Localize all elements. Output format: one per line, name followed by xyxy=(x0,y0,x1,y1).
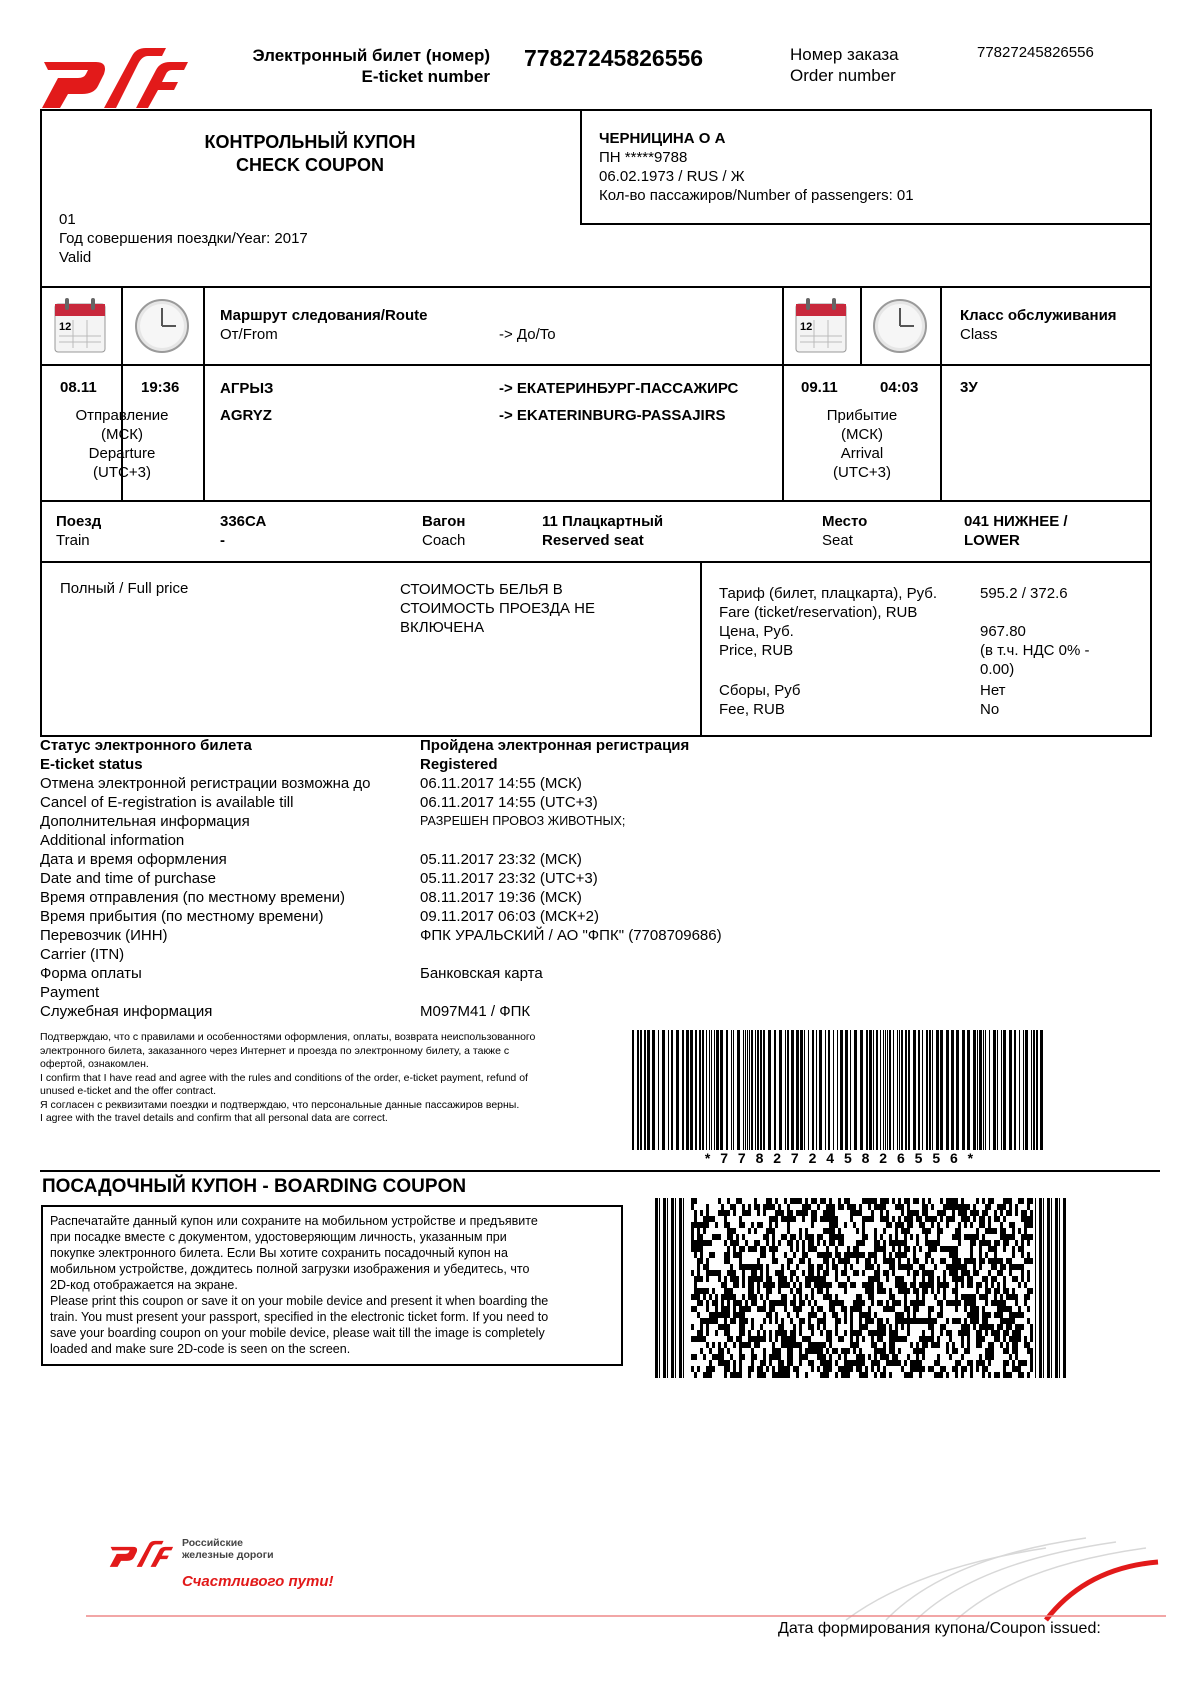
seat-value-1: 041 НИЖНЕЕ / xyxy=(964,513,1068,530)
vat-line-1: (в т.ч. НДС 0% - xyxy=(980,642,1090,659)
detail-row xyxy=(40,793,760,812)
detail-row xyxy=(40,983,760,1002)
detail-value: 06.11.2017 14:55 (UTC+3) xyxy=(420,794,598,811)
barcode xyxy=(632,1030,1047,1152)
from-station-en: AGRYZ xyxy=(220,407,272,424)
from-label: От/From xyxy=(220,326,278,343)
detail-row xyxy=(40,812,760,831)
from-station-ru: АГРЫЗ xyxy=(220,380,274,397)
coupon-issued: Дата формирования купона/Coupon issued: xyxy=(778,1620,1101,1637)
class-value: 3У xyxy=(960,379,978,396)
passenger-document: ПН *****9788 xyxy=(599,149,688,166)
coach-label-ru: Вагон xyxy=(422,513,466,530)
detail-value: М097М41 / ФПК xyxy=(420,1003,531,1020)
vat-line-2: 0.00) xyxy=(980,661,1015,678)
detail-row xyxy=(40,831,760,850)
linen-note: СТОИМОСТЬ БЕЛЬЯ В СТОИМОСТЬ ПРОЕЗДА НЕ ВКЛЮЧЕНА xyxy=(400,581,595,636)
to-station-en: -> EKATERINBURG-PASSAJIRS xyxy=(499,407,726,424)
coach-value-en: Reserved seat xyxy=(542,532,644,549)
coupon-title-en: CHECK COUPON xyxy=(235,155,384,175)
brand-line-2: железные дороги xyxy=(182,1549,274,1561)
coach-value-ru: 11 Плацкартный xyxy=(542,513,664,530)
seat-value-2: LOWER xyxy=(964,532,1020,549)
detail-label: E-ticket status xyxy=(40,756,143,773)
detail-row xyxy=(40,926,760,945)
passenger-birth: 06.02.1973 / RUS / Ж xyxy=(599,168,745,185)
detail-label: Форма оплаты xyxy=(40,965,142,982)
price-value: 967.80 xyxy=(980,623,1026,640)
coupon-code: 01 xyxy=(59,211,76,228)
seat-label-en: Seat xyxy=(822,532,853,549)
to-station-ru: -> ЕКАТЕРИНБУРГ-ПАССАЖИРС xyxy=(499,380,739,397)
svg-text:12: 12 xyxy=(800,321,813,333)
agreement-text: Подтверждаю, что с правилами и особенностями оформления, оплаты, возврата неиспользованного электронного билета, заказанного через Интернет и проезда по электронному билету, а также с офертой, ознакомлен. I confirm that I have read and agree with the rules and conditions of the order, e-ticket payment, refund of unused e-ticket and the offer contract. Я согласен с реквизитами поездки и подтверждаю, что персональные данные пассажиров верны. I agree with the travel details and confirm that all personal data are correct. xyxy=(40,1031,536,1124)
detail-label: Время прибытия (по местному времени) xyxy=(40,908,324,925)
detail-label: Статус электронного билета xyxy=(40,737,252,754)
eticket-label-ru: Электронный билет (номер) xyxy=(252,46,490,65)
detail-label: Additional information xyxy=(40,832,185,849)
fee-label-en: Fee, RUB xyxy=(719,701,785,718)
detail-label: Carrier (ITN) xyxy=(40,946,125,963)
coupon-title-ru: КОНТРОЛЬНЫЙ КУПОН xyxy=(204,132,416,152)
calendar-icon xyxy=(53,296,107,354)
eticket-number: 77827245826556 xyxy=(524,45,704,71)
slogan: Счастливого пути! xyxy=(182,1573,334,1590)
detail-row xyxy=(40,774,760,793)
detail-value: 08.11.2017 19:36 (МСК) xyxy=(420,889,582,906)
detail-value: 05.11.2017 23:32 (МСК) xyxy=(420,851,582,868)
clock-icon xyxy=(134,298,190,354)
class-label: Класс обслуживания xyxy=(960,307,1117,324)
detail-value: 05.11.2017 23:32 (UTC+3) xyxy=(420,870,598,887)
boarding-info-text: Распечатайте данный купон или сохраните на мобильном устройстве и предъявите при посадке вместе с документом, удостоверяющим личность, указанным при покупке электронного билета. Если Вы хотите сохранить посадочный купон на мобильном устройстве, дождитесь полной загрузки изображения и убедитесь, что 2D-код отображается на экране. Please print this coupon or save it on your mobile device and present it when boarding the train. You must present your passport, specified in the electronic ticket form. If you need to save your boarding coupon on your mobile device, please wait till the image is completely loaded and make sure 2D-code is seen on the screen. xyxy=(50,1214,549,1356)
detail-label: Payment xyxy=(40,984,100,1001)
detail-row xyxy=(40,945,760,964)
detail-row xyxy=(40,850,760,869)
eticket-label-en: E-ticket number xyxy=(361,67,490,86)
tariff-label-ru: Тариф (билет, плацкарта), Руб. xyxy=(719,585,938,602)
detail-row xyxy=(40,1002,760,1021)
footer-swoosh xyxy=(86,1528,1166,1628)
clock-icon-arrival xyxy=(872,298,928,354)
order-label-en: Order number xyxy=(790,66,896,85)
details-list xyxy=(40,736,760,1021)
departure-date: 08.11 xyxy=(60,379,97,396)
detail-value: 06.11.2017 14:55 (МСК) xyxy=(420,775,582,792)
train-number-2: - xyxy=(220,532,225,549)
tariff-value: 595.2 / 372.6 xyxy=(980,585,1068,602)
detail-label: Дополнительная информация xyxy=(40,813,250,830)
seat-label-ru: Место xyxy=(822,513,868,530)
fee-value-ru: Нет xyxy=(980,682,1006,699)
order-number: 77827245826556 xyxy=(977,44,1094,61)
brand-line-1: Российские xyxy=(182,1537,243,1549)
detail-value: 09.11.2017 06:03 (МСК+2) xyxy=(420,908,599,925)
passenger-name: ЧЕРНИЦИНА О А xyxy=(599,130,726,147)
detail-value: Пройдена электронная регистрация xyxy=(420,737,690,754)
order-label-ru: Номер заказа xyxy=(790,45,899,64)
detail-label: Дата и время оформления xyxy=(40,851,227,868)
detail-row xyxy=(40,907,760,926)
calendar-icon-arrival xyxy=(794,296,848,354)
detail-row xyxy=(40,736,760,755)
detail-label: Отмена электронной регистрации возможна до xyxy=(40,775,371,792)
fee-label-ru: Сборы, Руб xyxy=(719,682,801,699)
to-label: -> До/To xyxy=(499,326,556,343)
coupon-valid: Valid xyxy=(59,249,92,266)
svg-text:12: 12 xyxy=(59,321,72,333)
arrival-date: 09.11 xyxy=(801,379,838,396)
passenger-count: Кол-во пассажиров/Number of passengers: 01 xyxy=(599,187,914,204)
train-label-ru: Поезд xyxy=(56,513,102,530)
price-label-ru: Цена, Руб. xyxy=(719,623,794,640)
detail-value: Registered xyxy=(420,756,498,773)
train-number: 336СА xyxy=(220,513,267,530)
route-label: Маршрут следования/Route xyxy=(220,307,428,324)
departure-caption: Отправление (МСК) Departure (UTC+3) xyxy=(75,407,169,481)
detail-row xyxy=(40,755,760,774)
fare-type: Полный / Full price xyxy=(60,580,189,597)
class-label-en: Class xyxy=(960,326,998,343)
detail-row xyxy=(40,869,760,888)
coupon-year: Год совершения поездки/Year: 2017 xyxy=(59,230,308,247)
tariff-label-en: Fare (ticket/reservation), RUB xyxy=(719,604,918,621)
detail-value: РАЗРЕШЕН ПРОВОЗ ЖИВОТНЫХ; xyxy=(420,814,626,828)
detail-label: Перевозчик (ИНН) xyxy=(40,927,168,944)
arrival-caption: Прибытие (МСК) Arrival (UTC+3) xyxy=(826,407,898,481)
detail-row xyxy=(40,964,760,983)
barcode-text: * 7 7 8 2 7 2 4 5 8 2 6 5 5 6 * xyxy=(704,1150,975,1166)
fee-value-en: No xyxy=(980,701,1000,718)
rzd-logo xyxy=(38,42,190,110)
departure-time: 19:36 xyxy=(141,379,180,396)
pdf417-2d-code xyxy=(655,1198,1067,1378)
price-label-en: Price, RUB xyxy=(719,642,794,659)
arrival-time: 04:03 xyxy=(880,379,919,396)
detail-value: ФПК УРАЛЬСКИЙ / АО "ФПК" (7708709686) xyxy=(420,927,722,944)
detail-value: Банковская карта xyxy=(420,965,543,982)
train-label-en: Train xyxy=(56,532,90,549)
boarding-title: ПОСАДОЧНЫЙ КУПОН - BOARDING COUPON xyxy=(42,1176,467,1197)
detail-label: Время отправления (по местному времени) xyxy=(40,889,346,906)
coach-label-en: Coach xyxy=(422,532,466,549)
detail-label: Cancel of E-registration is available till xyxy=(40,794,294,811)
detail-label: Date and time of purchase xyxy=(40,870,216,887)
detail-label: Служебная информация xyxy=(40,1003,213,1020)
detail-row xyxy=(40,888,760,907)
